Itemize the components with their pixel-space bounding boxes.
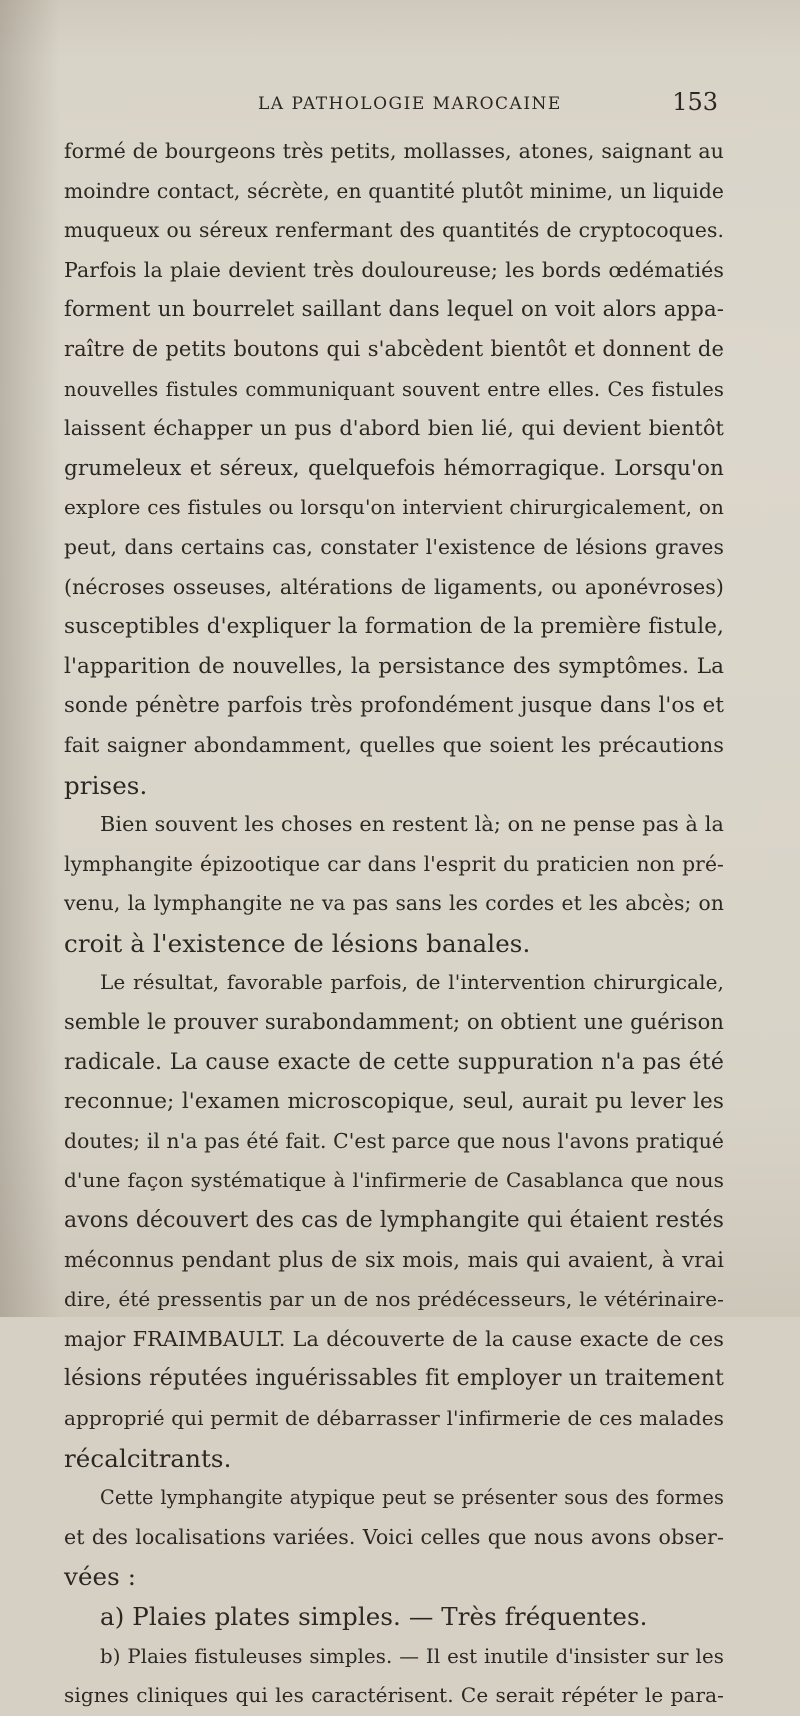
text-line: Cette lymphangite atypique peut se présenter sous des formes xyxy=(100,1486,724,1510)
body-text xyxy=(64,132,724,1716)
text-line: sonde pénètre parfois très profondément jusque dans l'os et xyxy=(64,693,724,719)
text-line: dire, été pressentis par un de nos prédécesseurs, le vétérinaire- xyxy=(64,1287,724,1312)
text-line: formé de bourgeons très petits, mollasses, atones, saignant au xyxy=(64,139,724,163)
text-line: grumeleux et séreux, quelquefois hémorragique. Lorsqu'on xyxy=(64,455,724,481)
text-line: signes cliniques qui les caractérisent. Ce serait répéter le para- xyxy=(64,1683,724,1708)
text-line: peut, dans certains cas, constater l'existence de lésions graves xyxy=(64,534,724,559)
text-line: doutes; il n'a pas été fait. C'est parce que nous l'avons pratiqué xyxy=(64,1128,724,1153)
text-line: muqueux ou séreux renfermant des quantités de cryptocoques. xyxy=(64,218,724,243)
running-header xyxy=(258,88,718,118)
text-line: moindre contact, sécrète, en quantité plutôt minime, un liquide xyxy=(64,178,724,203)
text-line: vées : xyxy=(64,1562,137,1592)
text-line: lésions réputées inguérissables fit employer un traitement xyxy=(64,1366,724,1392)
text-line: méconnus pendant plus de six mois, mais qui avaient, à vrai xyxy=(64,1247,724,1273)
text-line: croit à l'existence de lésions banales. xyxy=(64,928,531,958)
text-line: forment un bourrelet saillant dans lequel on voit alors appa- xyxy=(64,297,724,323)
text-line: fait saigner abondamment, quelles que soient les précautions xyxy=(64,732,724,757)
text-line: explore ces fistules ou lorsqu'on intervient chirurgicalement, on xyxy=(64,495,724,520)
text-line: approprié qui permit de débarrasser l'infirmerie de ces malades xyxy=(64,1406,724,1430)
text-line: Bien souvent les choses en restent là; on ne pense pas à la xyxy=(100,812,724,837)
text-line: raître de petits boutons qui s'abcèdent bientôt et donnent de xyxy=(64,336,724,361)
text-line: reconnue; l'examen microscopique, seul, aurait pu lever les xyxy=(64,1089,724,1115)
text-line: Le résultat, favorable parfois, de l'intervention chirurgicale, xyxy=(100,970,724,995)
text-line: susceptibles d'expliquer la formation de la première fistule, xyxy=(64,614,724,640)
text-line: major FRAIMBAULT. La découverte de la cause exacte de ces xyxy=(64,1326,724,1351)
text-line: prises. xyxy=(64,770,148,800)
text-line: lymphangite épizootique car dans l'esprit du praticien non pré- xyxy=(64,851,724,876)
page-edge-shadow xyxy=(0,0,60,1317)
text-line: (nécroses osseuses, altérations de ligaments, ou aponévroses) xyxy=(64,574,724,599)
page-number: 153 xyxy=(672,88,718,116)
text-line: nouvelles fistules communiquant souvent entre elles. Ces fistules xyxy=(64,377,724,401)
text-line: d'une façon systématique à l'infirmerie de Casablanca que nous xyxy=(64,1168,724,1193)
text-line: laissent échapper un pus d'abord bien lié, qui devient bientôt xyxy=(64,416,724,441)
text-line: l'apparition de nouvelles, la persistance des symptômes. La xyxy=(64,653,724,679)
text-line: a) Plaies plates simples. — Très fréquentes. xyxy=(100,1601,648,1631)
text-line: radicale. La cause exacte de cette suppuration n'a pas été xyxy=(64,1049,724,1075)
running-title: LA PATHOLOGIE MAROCAINE xyxy=(258,94,562,114)
text-line: avons découvert des cas de lymphangite qui étaient restés xyxy=(64,1208,724,1234)
text-line: venu, la lymphangite ne va pas sans les cordes et les abcès; on xyxy=(64,891,724,916)
text-line: et des localisations variées. Voici celles que nous avons obser- xyxy=(64,1524,724,1549)
text-line: récalcitrants. xyxy=(64,1443,232,1473)
text-line: b) Plaies fistuleuses simples. — Il est inutile d'insister sur les xyxy=(100,1644,724,1668)
text-line: semble le prouver surabondamment; on obtient une guérison xyxy=(64,1010,724,1035)
text-line: Parfois la plaie devient très douloureuse; les bords œdématiés xyxy=(64,257,724,282)
